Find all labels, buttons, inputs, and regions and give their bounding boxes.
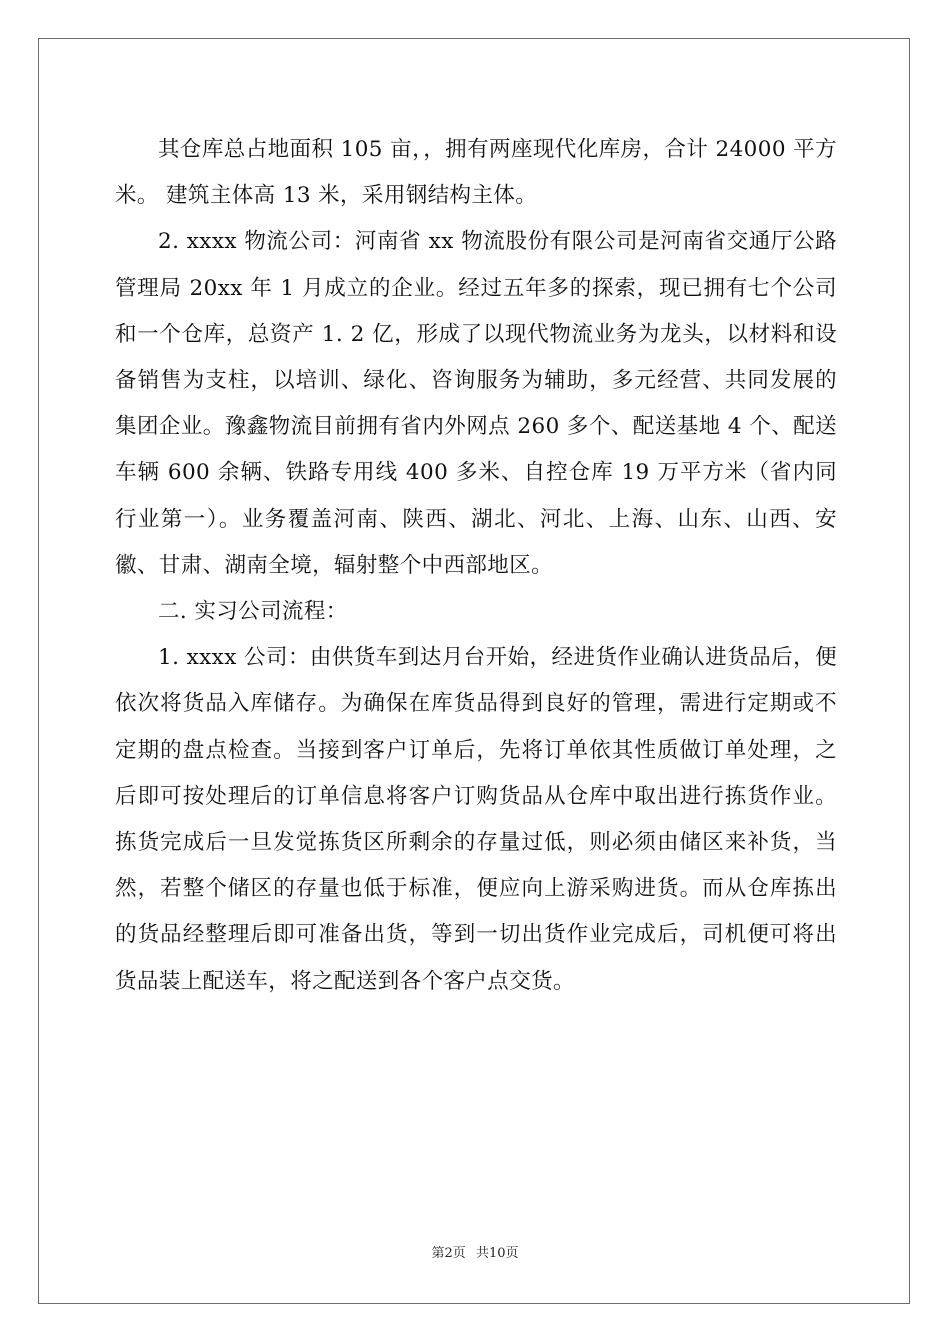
paragraph-warehouse-area: 其仓库总占地面积 105 亩，，拥有两座现代化库房，合计 24000 平方米。 建筑主体高 13 米，采用钢结构主体。 [115,137,837,209]
paragraph-company-process: 1. xxxx 公司：由供货车到达月台开始，经进货作业确认进货品后，便依次将货品入库储存。为确保在库货品得到良好的管理，需进行定期或不定期的盘点检查。当接到客户订单后，先将订单依其性质做订单处理，之后即可按处理后的订单信息将客户订购货品从仓库中取出进行拣货作业。拣货完成后一旦发觉拣货区所剩余的存量过低，则必须由储区来补货，当然，若整个储区的存量也低于标准，便应向上游采购进货。而从仓库拣出的货品经整理后即可准备出货，等到一切出货作业完成后，司机便可将出货品装上配送车，将之配送到各个客户点交货。 [115,645,837,994]
section-heading-process: 二. 实习公司流程： [158,599,348,625]
document-body [115,127,837,1005]
page-footer [0,1242,950,1261]
page-total: 共10页 [475,1246,519,1261]
page-number: 第2页 [431,1246,466,1261]
paragraph-logistics-company: 2. xxxx 物流公司：河南省 xx 物流股份有限公司是河南省交通厅公路管理局 20xx 年 1 月成立的企业。经过五年多的探索，现已拥有七个公司和一个仓库，总资产 1. 2 亿，形成了以现代物流业务为龙头，以材料和设备销售为支柱，以培训、绿化、咨询服务为辅助，多元经营、共同发展的集团企业。豫鑫物流目前拥有省内外网点 260 多个、配送基地 4 个、配送车辆 600 余辆、铁路专用线 400 多米、自控仓库 19 万平方米（省内同行业第一）。业务覆盖河南、陕西、湖北、河北、上海、山东、山西、安徽、甘肃、湖南全境，辐射整个中西部地区。 [115,229,837,578]
